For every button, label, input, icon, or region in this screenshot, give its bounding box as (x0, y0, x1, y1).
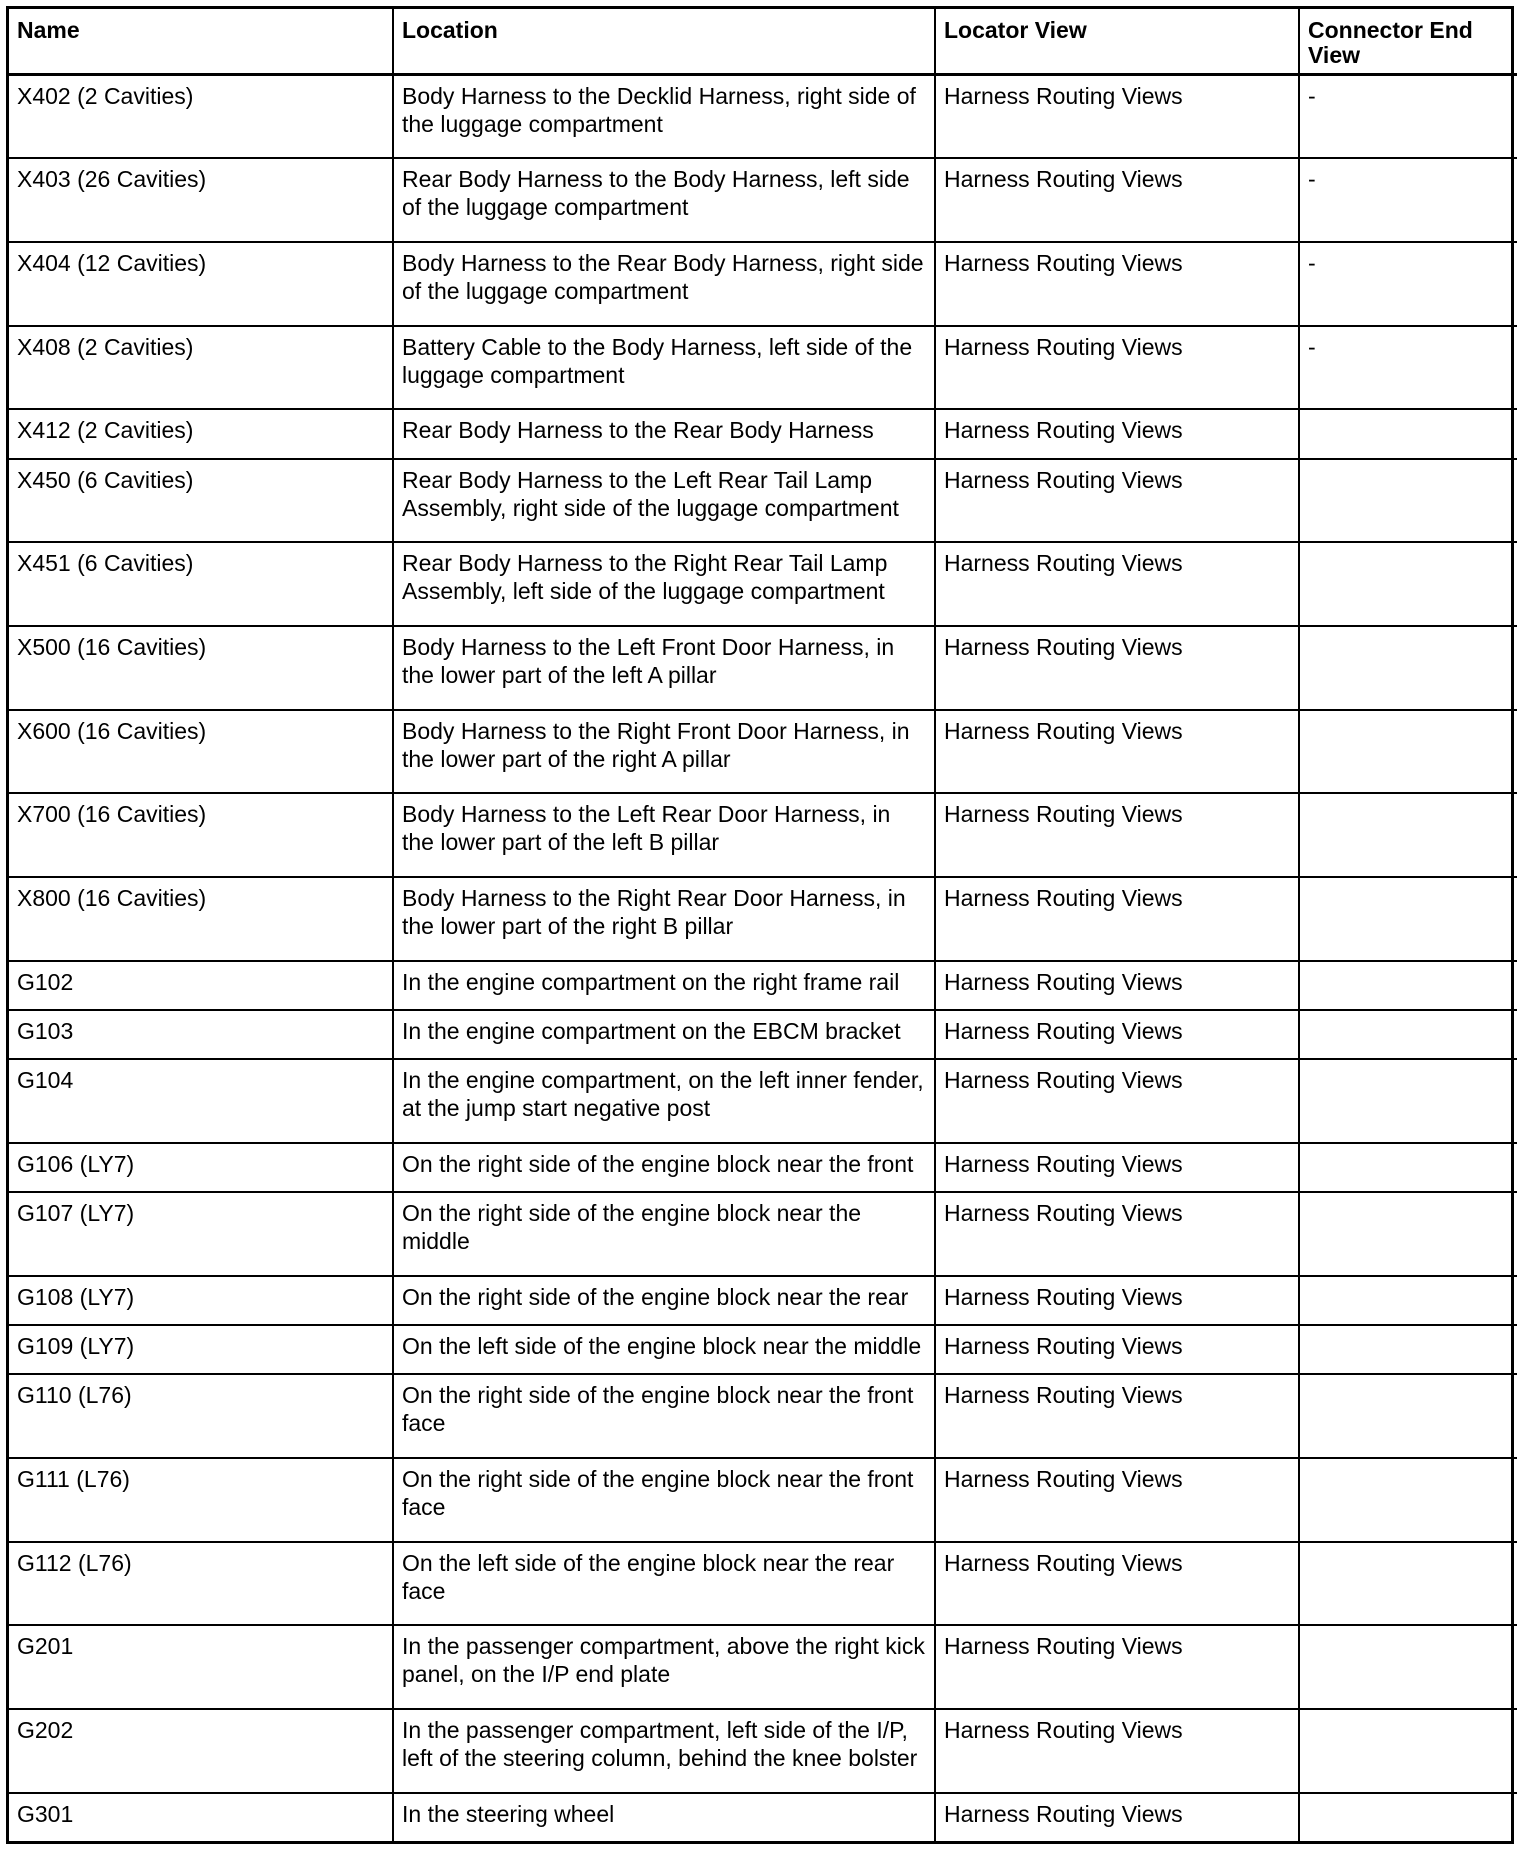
header-location: Location (393, 9, 935, 74)
cell-name: G109 (LY7) (9, 1325, 393, 1374)
cell-location: In the passenger compartment, left side of the I/P, left of the steering column, behind the knee bolster (393, 1709, 935, 1793)
cell-connector-end-view (1299, 710, 1517, 794)
table-row (9, 1374, 1517, 1458)
header-connector-end-view: Connector End View (1299, 9, 1517, 74)
cell-name: G103 (9, 1010, 393, 1059)
table-row (9, 1325, 1517, 1374)
table-row (9, 242, 1517, 326)
table-row (9, 1793, 1517, 1841)
table-row (9, 1625, 1517, 1709)
cell-location: Battery Cable to the Body Harness, left side of the luggage compartment (393, 326, 935, 410)
table-row (9, 158, 1517, 242)
cell-locator-view: Harness Routing Views (935, 74, 1299, 158)
connector-location-table (9, 9, 1517, 1841)
cell-connector-end-view (1299, 542, 1517, 626)
cell-locator-view: Harness Routing Views (935, 1059, 1299, 1143)
cell-locator-view: Harness Routing Views (935, 626, 1299, 710)
cell-name: X800 (16 Cavities) (9, 877, 393, 961)
cell-name: G107 (LY7) (9, 1192, 393, 1276)
cell-name: G104 (9, 1059, 393, 1143)
table-row (9, 459, 1517, 543)
table-row (9, 1709, 1517, 1793)
cell-name: X408 (2 Cavities) (9, 326, 393, 410)
cell-connector-end-view (1299, 1374, 1517, 1458)
cell-connector-end-view: - (1299, 242, 1517, 326)
cell-name: X403 (26 Cavities) (9, 158, 393, 242)
cell-name: G201 (9, 1625, 393, 1709)
cell-connector-end-view (1299, 877, 1517, 961)
cell-name: G111 (L76) (9, 1458, 393, 1542)
cell-connector-end-view (1299, 1542, 1517, 1626)
cell-connector-end-view (1299, 626, 1517, 710)
cell-locator-view: Harness Routing Views (935, 877, 1299, 961)
cell-connector-end-view (1299, 1625, 1517, 1709)
cell-name: G108 (LY7) (9, 1276, 393, 1325)
cell-connector-end-view: - (1299, 326, 1517, 410)
cell-connector-end-view (1299, 1709, 1517, 1793)
cell-locator-view: Harness Routing Views (935, 1793, 1299, 1841)
cell-location: Rear Body Harness to the Body Harness, left side of the luggage compartment (393, 158, 935, 242)
table-row (9, 326, 1517, 410)
table-row (9, 1542, 1517, 1626)
cell-locator-view: Harness Routing Views (935, 1374, 1299, 1458)
cell-location: Body Harness to the Decklid Harness, right side of the luggage compartment (393, 74, 935, 158)
cell-connector-end-view: - (1299, 158, 1517, 242)
cell-name: X450 (6 Cavities) (9, 459, 393, 543)
header-name: Name (9, 9, 393, 74)
table-row (9, 1143, 1517, 1192)
cell-location: On the right side of the engine block near the rear (393, 1276, 935, 1325)
cell-location: Rear Body Harness to the Right Rear Tail Lamp Assembly, left side of the luggage compartment (393, 542, 935, 626)
cell-connector-end-view (1299, 1010, 1517, 1059)
cell-locator-view: Harness Routing Views (935, 1192, 1299, 1276)
cell-location: On the left side of the engine block near the middle (393, 1325, 935, 1374)
cell-name: X412 (2 Cavities) (9, 409, 393, 458)
table-row (9, 961, 1517, 1010)
table-row (9, 793, 1517, 877)
cell-name: X700 (16 Cavities) (9, 793, 393, 877)
cell-locator-view: Harness Routing Views (935, 793, 1299, 877)
table-row (9, 542, 1517, 626)
connector-table-sheet (6, 6, 1514, 1844)
cell-connector-end-view (1299, 1793, 1517, 1841)
table-row (9, 626, 1517, 710)
cell-connector-end-view (1299, 1192, 1517, 1276)
cell-location: In the steering wheel (393, 1793, 935, 1841)
cell-location: In the engine compartment on the EBCM bracket (393, 1010, 935, 1059)
cell-location: In the engine compartment on the right frame rail (393, 961, 935, 1010)
cell-location: On the right side of the engine block near the front face (393, 1374, 935, 1458)
cell-name: X451 (6 Cavities) (9, 542, 393, 626)
cell-name: X600 (16 Cavities) (9, 710, 393, 794)
cell-connector-end-view (1299, 409, 1517, 458)
cell-name: G110 (L76) (9, 1374, 393, 1458)
cell-locator-view: Harness Routing Views (935, 1542, 1299, 1626)
cell-location: On the right side of the engine block near the front (393, 1143, 935, 1192)
cell-name: G102 (9, 961, 393, 1010)
cell-connector-end-view (1299, 961, 1517, 1010)
cell-location: Body Harness to the Right Rear Door Harness, in the lower part of the right B pillar (393, 877, 935, 961)
cell-connector-end-view (1299, 1143, 1517, 1192)
cell-location: Rear Body Harness to the Rear Body Harness (393, 409, 935, 458)
cell-locator-view: Harness Routing Views (935, 542, 1299, 626)
cell-location: Body Harness to the Left Front Door Harness, in the lower part of the left A pillar (393, 626, 935, 710)
cell-locator-view: Harness Routing Views (935, 1010, 1299, 1059)
cell-locator-view: Harness Routing Views (935, 459, 1299, 543)
cell-locator-view: Harness Routing Views (935, 409, 1299, 458)
cell-locator-view: Harness Routing Views (935, 158, 1299, 242)
table-row (9, 1010, 1517, 1059)
table-row (9, 1458, 1517, 1542)
cell-location: Body Harness to the Right Front Door Harness, in the lower part of the right A pillar (393, 710, 935, 794)
cell-locator-view: Harness Routing Views (935, 326, 1299, 410)
cell-locator-view: Harness Routing Views (935, 1143, 1299, 1192)
cell-connector-end-view (1299, 459, 1517, 543)
cell-location: In the passenger compartment, above the right kick panel, on the I/P end plate (393, 1625, 935, 1709)
table-row (9, 1276, 1517, 1325)
cell-locator-view: Harness Routing Views (935, 1276, 1299, 1325)
cell-name: G112 (L76) (9, 1542, 393, 1626)
cell-location: Rear Body Harness to the Left Rear Tail Lamp Assembly, right side of the luggage compartment (393, 459, 935, 543)
cell-name: G106 (LY7) (9, 1143, 393, 1192)
cell-connector-end-view (1299, 1325, 1517, 1374)
cell-locator-view: Harness Routing Views (935, 961, 1299, 1010)
cell-locator-view: Harness Routing Views (935, 1709, 1299, 1793)
cell-name: X402 (2 Cavities) (9, 74, 393, 158)
table-row (9, 409, 1517, 458)
cell-locator-view: Harness Routing Views (935, 1458, 1299, 1542)
cell-connector-end-view (1299, 1059, 1517, 1143)
cell-connector-end-view (1299, 1276, 1517, 1325)
header-row (9, 9, 1517, 74)
cell-connector-end-view: - (1299, 74, 1517, 158)
cell-location: On the right side of the engine block near the front face (393, 1458, 935, 1542)
cell-name: X404 (12 Cavities) (9, 242, 393, 326)
cell-location: On the right side of the engine block near the middle (393, 1192, 935, 1276)
table-row (9, 1059, 1517, 1143)
cell-locator-view: Harness Routing Views (935, 1625, 1299, 1709)
table-body (9, 74, 1517, 1841)
cell-name: X500 (16 Cavities) (9, 626, 393, 710)
table-row (9, 74, 1517, 158)
header-locator-view: Locator View (935, 9, 1299, 74)
cell-connector-end-view (1299, 1458, 1517, 1542)
table-row (9, 710, 1517, 794)
cell-locator-view: Harness Routing Views (935, 710, 1299, 794)
cell-locator-view: Harness Routing Views (935, 242, 1299, 326)
cell-connector-end-view (1299, 793, 1517, 877)
cell-name: G301 (9, 1793, 393, 1841)
cell-name: G202 (9, 1709, 393, 1793)
cell-location: In the engine compartment, on the left inner fender, at the jump start negative post (393, 1059, 935, 1143)
cell-location: Body Harness to the Rear Body Harness, right side of the luggage compartment (393, 242, 935, 326)
table-row (9, 1192, 1517, 1276)
cell-location: Body Harness to the Left Rear Door Harness, in the lower part of the left B pillar (393, 793, 935, 877)
cell-location: On the left side of the engine block near the rear face (393, 1542, 935, 1626)
cell-locator-view: Harness Routing Views (935, 1325, 1299, 1374)
table-row (9, 877, 1517, 961)
